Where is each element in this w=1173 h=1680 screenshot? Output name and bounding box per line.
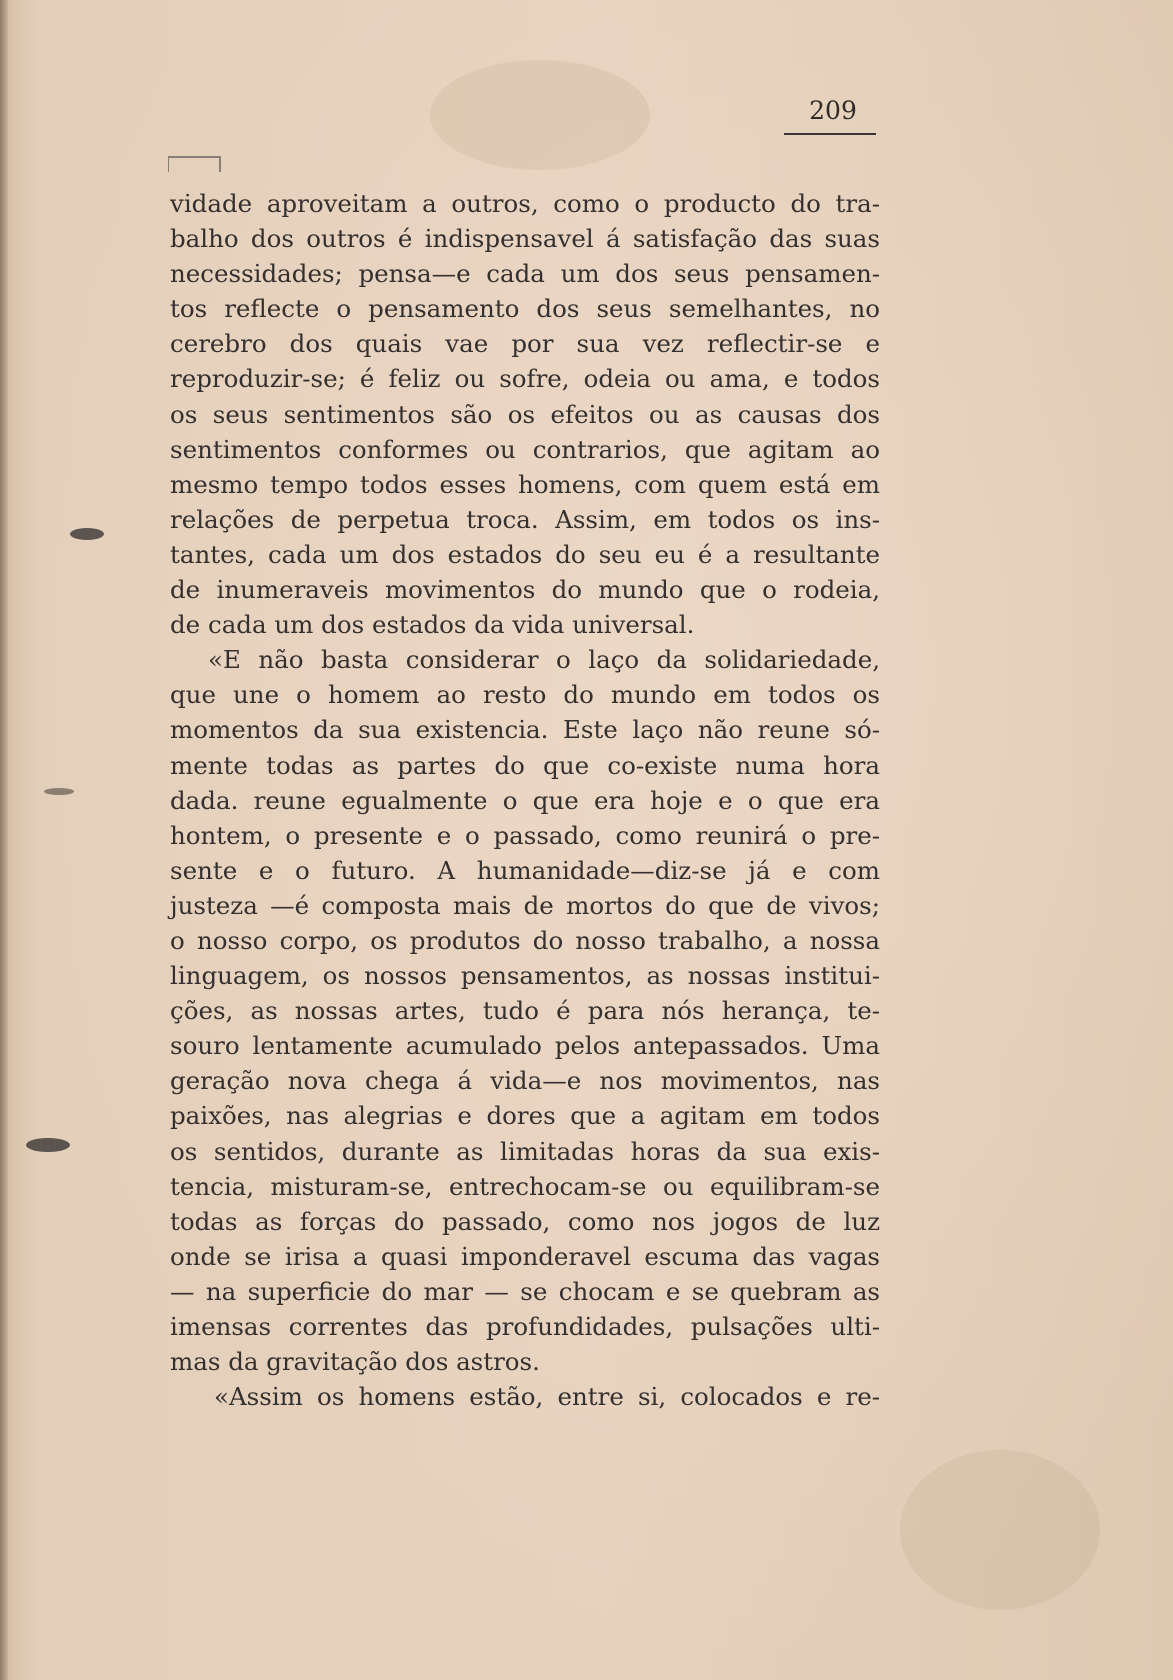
text-line: cerebro dos quais vae por sua vez reflectir-se e <box>170 329 880 359</box>
page-binding-edge <box>0 0 8 1680</box>
text-line: todas as forças do passado, como nos jogos de luz <box>170 1206 880 1236</box>
text-line: justeza —é composta mais de mortos do que de vivos; <box>170 890 880 920</box>
text-line: — na superficie do mar — se chocam e se quebram as <box>170 1276 880 1306</box>
text-line: reproduzir-se; é feliz ou sofre, odeia ou ama, e todos <box>170 364 880 394</box>
text-line: geração nova chega á vida—e nos movimentos, nas <box>170 1066 880 1096</box>
text-line: os sentidos, durante as limitadas horas da sua exis- <box>170 1136 880 1166</box>
text-line: mas da gravitação dos astros. <box>170 1347 540 1377</box>
text-line: mesmo tempo todos esses homens, com quem está em <box>170 469 880 499</box>
text-line: balho dos outros é indispensavel á satisfação das suas <box>170 224 880 254</box>
margin-ink-mark <box>26 1138 70 1152</box>
paper-stain <box>430 60 650 170</box>
paper-stain <box>900 1450 1100 1610</box>
text-line: tencia, misturam-se, entrechocam-se ou equilibram-se <box>170 1171 880 1201</box>
text-line: momentos da sua existencia. Este laço não reune só- <box>170 715 880 745</box>
text-line: souro lentamente acumulado pelos antepassados. Uma <box>170 1031 880 1061</box>
text-line: os seus sentimentos são os efeitos ou as causas dos <box>170 399 880 429</box>
bracket-mark <box>168 156 221 172</box>
text-line: vidade aproveitam a outros, como o producto do tra- <box>170 189 880 218</box>
page-number-underline <box>784 133 876 135</box>
text-line: onde se irisa a quasi imponderavel escuma das vagas <box>170 1241 880 1271</box>
text-line: mente todas as partes do que co-existe numa hora <box>170 750 880 780</box>
text-line: que une o homem ao resto do mundo em todos os <box>170 680 880 710</box>
text-line: «Assim os homens estão, entre si, colocados e re- <box>214 1382 880 1412</box>
text-line: paixões, nas alegrias e dores que a agitam em todos <box>170 1101 880 1131</box>
text-line: tos reflecte o pensamento dos seus semelhantes, no <box>170 294 880 324</box>
text-line: ções, as nossas artes, tudo é para nós herança, te- <box>170 996 880 1026</box>
text-line: relações de perpetua troca. Assim, em todos os ins- <box>170 504 880 534</box>
text-line: hontem, o presente e o passado, como reunirá o pre- <box>170 820 880 850</box>
text-line: tantes, cada um dos estados do seu eu é a resultante <box>170 539 880 569</box>
page-number: 209 <box>809 96 857 125</box>
text-line: de cada um dos estados da vida universal. <box>170 610 695 640</box>
text-line: o nosso corpo, os produtos do nosso trabalho, a nossa <box>170 925 880 955</box>
margin-ink-mark <box>44 788 74 795</box>
margin-ink-mark <box>70 528 104 540</box>
text-line: «E não basta considerar o laço da solidariedade, <box>208 645 880 675</box>
body-text <box>170 186 880 1414</box>
text-line: sentimentos conformes ou contrarios, que agitam ao <box>170 434 880 464</box>
text-line: sente e o futuro. A humanidade—diz-se já e com <box>170 855 880 885</box>
text-line: linguagem, os nossos pensamentos, as nossas institui- <box>170 961 880 991</box>
text-line: dada. reune egualmente o que era hoje e o que era <box>170 785 880 815</box>
text-line: de inumeraveis movimentos do mundo que o rodeia, <box>170 575 880 605</box>
text-line: imensas correntes das profundidades, pulsações ulti- <box>170 1312 880 1341</box>
text-line: necessidades; pensa—e cada um dos seus pensamen- <box>170 259 880 289</box>
